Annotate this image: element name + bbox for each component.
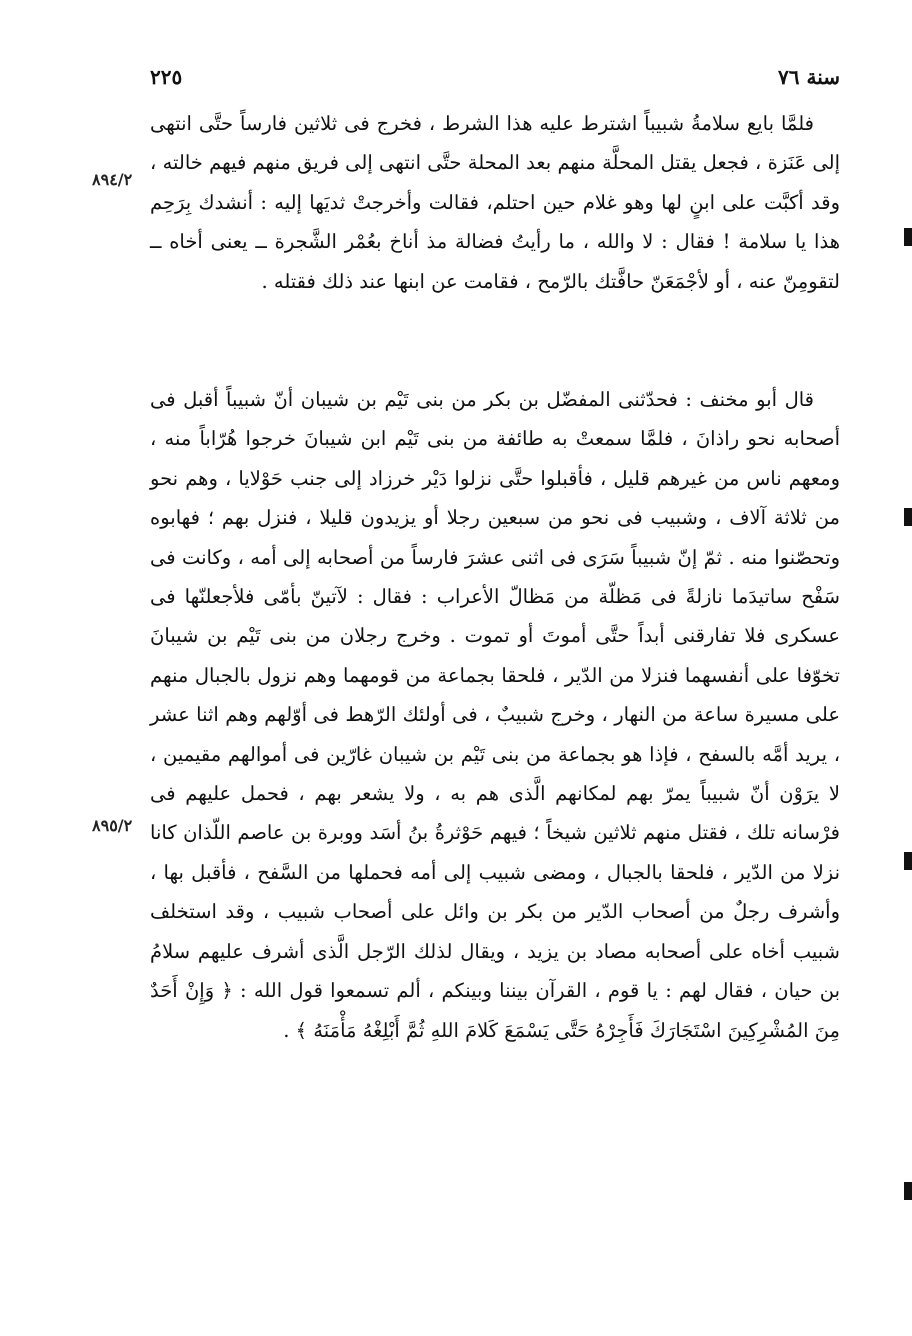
scan-edge-mark — [904, 508, 912, 526]
page-number: ٢٢٥ — [150, 65, 183, 89]
scan-edge-mark — [904, 852, 912, 870]
paragraph-1-block — [150, 104, 840, 301]
margin-reference-1: ٨٩٤/٢ — [92, 170, 133, 189]
scan-edge-mark — [904, 1182, 912, 1200]
paragraph-2-block — [150, 380, 840, 1050]
scan-edge-mark — [904, 228, 912, 246]
margin-reference-2: ٨٩٥/٢ — [92, 816, 133, 835]
paragraph-1: فلمَّا بايع سلامةُ شبيباً اشترط عليه هذا الشرط ، فخرج فى ثلاثين فارساً حتَّى انتهى إلى عَنَزة ، فجعل يقتل المحلَّة منهم بعد المحلة حتَّى انتهى إلى فريق منهم فيهم خالته ، وقد أكبَّت على ابنٍ لها وهو غلام حين احتلم، فقالت وأخرجتْ ثديَها إليه : أنشدك بِرَحِم هذا يا سلامة ! فقال : لا والله ، ما رأيتُ فضالة مذ أناخ بعُمْر الشَّجرة ــ يعنى أخاه ــ لتقومِنّ عنه ، أو لأجْمَعَنّ حافَّتك بالرّمح ، فقامت عن ابنها عند ذلك فقتله . — [150, 112, 840, 293]
paragraph-2: قال أبو مخنف : فحدّثنى المفضّل بن بكر من بنى تَيْم بن شيبان أنّ شبيباً أقبل فى أصحابه نحو راذانَ ، فلمَّا سمعتْ به طائفة من بنى تَيْم ابن شيبانَ خرجوا هُرّاباً منه ، ومعهم ناس من غيرهم قليل ، فأقبلوا حتَّى نزلوا دَيْر خرزاد إلى جنب حَوْلايا ، وهم نحو من ثلاثة آلاف ، وشبيب فى نحو من سبعين رجلا أو يزيدون قليلا ، فنزل بهم ؛ فهابوه وتحصّنوا منه . ثمّ إنّ شبيباً سَرَى فى اثنى عشرَ فارساً من أصحابه إلى أمه ، وكانت فى سَفْح ساتيدَما نازلةً فى مَظلّة من مَظالّ الأعراب : فقال : لآتينّ بأمّى فلأجعلنّها فى عسكرى فلا تفارقنى أبداً حتَّى أموتَ أو تموت . وخرج رجلان من بنى تَيْم بن شيبانَ تخوّفا على أنفسهما فنزلا من الدّير ، فلحقا بجماعة من قومهما وهم نزول بالجبال منهم على مسيرة ساعة من النهار ، وخرج شبيبٌ ، فى أولئك الرّهط فى أوّلهم وهم اثنا عشر ، يريد أمَّه بالسفح ، فإذا هو بجماعة من بنى تَيْم بن شيبان غارّين فى أموالهم مقيمين ، لا يرَوْن أنّ شبيباً يمرّ بهم لمكانهم الَّذى هم به ، ولا يشعر بهم ، فحمل عليهم فى فرْسانه تلك ، فقتل منهم ثلاثين شيخاً ؛ فيهم حَوْثرةُ بنُ أسَد ووبرة بن عاصم اللّذان كانا نزلا من الدّير ، فلحقا بالجبال ، ومضى شبيب إلى أمه فحملها من السَّفح ، فأقبل بها ، وأشرف رجلٌ من أصحاب الدّير من بكر بن وائل على أصحاب شبيب ، وقد استخلف شبيب أخاه على أصحابه مصاد بن يزيد ، ويقال لذلك الرّجل الَّذى أشرف عليهم سلامُ بن حيان ، فقال لهم : يا قوم ، القرآن بيننا وبينكم ، ألم تسمعوا قول الله : ﴿ وَإِنْ أَحَدٌ مِنَ المُشْرِكِينَ اسْتَجَارَكَ فَأَجِرْهُ حَتَّى يَسْمَعَ كَلامَ اللهِ ثُمَّ أَبْلِغْهُ مَأْمَنَهُ ﴾ . — [150, 388, 840, 1042]
year-label: سنة ٧٦ — [778, 65, 840, 89]
page-header — [150, 60, 840, 94]
